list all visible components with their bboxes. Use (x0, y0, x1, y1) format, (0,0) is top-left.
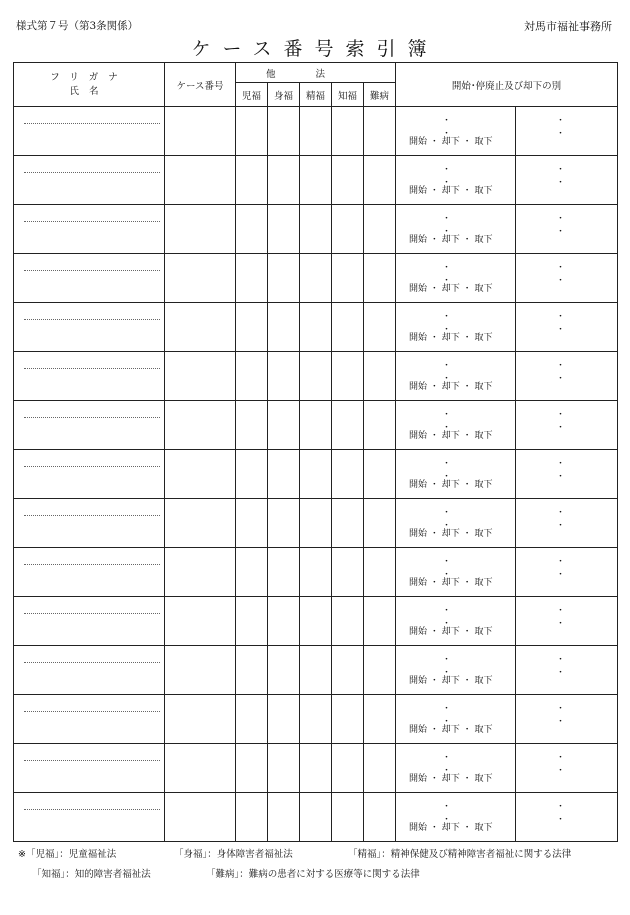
other-law-cell[interactable] (268, 793, 300, 842)
name-cell[interactable] (14, 744, 165, 793)
other-law-cell[interactable] (236, 352, 268, 401)
date-cell[interactable] (516, 695, 618, 744)
office-name: 対馬市福祉事務所 (524, 20, 612, 33)
other-law-cell[interactable] (364, 597, 396, 646)
table-row (14, 548, 618, 597)
table-row (14, 303, 618, 352)
date-cell[interactable] (516, 254, 618, 303)
status-cell[interactable] (396, 401, 516, 450)
other-law-cell[interactable] (332, 254, 364, 303)
other-law-cell[interactable] (236, 793, 268, 842)
table-row (14, 695, 618, 744)
date-dots: ・ ・ (556, 165, 592, 188)
other-law-cell[interactable] (268, 695, 300, 744)
table-row (14, 646, 618, 695)
date-dots: ・ ・ (442, 116, 478, 139)
page-title: ケース番号索引簿 (191, 38, 439, 60)
other-law-cell[interactable] (332, 352, 364, 401)
status-cell[interactable] (396, 205, 516, 254)
name-cell[interactable] (14, 597, 165, 646)
status-options: 開始 ・ 却下 ・ 取下 (409, 382, 493, 392)
date-dots: ・ ・ (442, 704, 478, 727)
table-row (14, 352, 618, 401)
name-cell[interactable] (14, 401, 165, 450)
date-dots: ・ ・ (556, 655, 592, 678)
other-law-cell[interactable] (300, 156, 332, 205)
other-law-cell[interactable] (364, 156, 396, 205)
other-law-cell[interactable] (332, 205, 364, 254)
other-law-cell[interactable] (236, 499, 268, 548)
date-dots: ・ ・ (556, 116, 592, 139)
date-dots: ・ ・ (442, 361, 478, 384)
date-dots: ・ ・ (556, 263, 592, 286)
other-law-cell[interactable] (364, 646, 396, 695)
furigana-line (24, 123, 160, 124)
furigana-line (24, 564, 160, 565)
other-law-cell[interactable] (268, 205, 300, 254)
other-law-cell[interactable] (268, 744, 300, 793)
table-row (14, 793, 618, 842)
status-options: 開始 ・ 却下 ・ 取下 (409, 725, 493, 735)
status-options: 開始 ・ 却下 ・ 取下 (409, 186, 493, 196)
table-row (14, 254, 618, 303)
case-number-cell[interactable] (165, 646, 236, 695)
date-dots: ・ ・ (556, 410, 592, 433)
status-cell[interactable] (396, 646, 516, 695)
date-cell[interactable] (516, 646, 618, 695)
other-law-cell[interactable] (236, 205, 268, 254)
date-cell[interactable] (516, 107, 618, 156)
other-law-cell[interactable] (300, 254, 332, 303)
date-dots: ・ ・ (442, 410, 478, 433)
date-dots: ・ ・ (442, 165, 478, 188)
date-cell[interactable] (516, 401, 618, 450)
status-options: 開始 ・ 却下 ・ 取下 (409, 529, 493, 539)
other-law-cell[interactable] (268, 303, 300, 352)
other-law-cell[interactable] (332, 744, 364, 793)
date-dots: ・ ・ (442, 263, 478, 286)
other-law-cell[interactable] (236, 303, 268, 352)
law-header-shinfuku: 身福 (268, 83, 300, 107)
other-law-cell[interactable] (236, 254, 268, 303)
other-law-cell[interactable] (364, 254, 396, 303)
other-law-cell[interactable] (364, 450, 396, 499)
name-cell[interactable] (14, 205, 165, 254)
other-law-cell[interactable] (300, 450, 332, 499)
date-dots: ・ ・ (556, 606, 592, 629)
other-law-cell[interactable] (236, 548, 268, 597)
other-law-header: 他法 (236, 63, 396, 83)
table-row (14, 107, 618, 156)
case-number-cell[interactable] (165, 401, 236, 450)
status-cell[interactable] (396, 548, 516, 597)
case-number-cell[interactable] (165, 303, 236, 352)
case-number-cell[interactable] (165, 156, 236, 205)
other-law-cell[interactable] (300, 352, 332, 401)
other-law-cell[interactable] (268, 107, 300, 156)
other-law-cell[interactable] (300, 744, 332, 793)
other-law-cell[interactable] (332, 646, 364, 695)
other-law-cell[interactable] (300, 107, 332, 156)
status-cell[interactable] (396, 107, 516, 156)
furigana-line (24, 270, 160, 271)
other-law-cell[interactable] (364, 499, 396, 548)
status-options: 開始 ・ 却下 ・ 取下 (409, 774, 493, 784)
other-law-cell[interactable] (364, 793, 396, 842)
table-row (14, 499, 618, 548)
other-law-cell[interactable] (364, 205, 396, 254)
name-cell[interactable] (14, 548, 165, 597)
furigana-line (24, 319, 160, 320)
furigana-line (24, 711, 160, 712)
table-row (14, 205, 618, 254)
case-number-cell[interactable] (165, 107, 236, 156)
other-law-cell[interactable] (332, 107, 364, 156)
furigana-label: フリガナ (50, 71, 128, 83)
date-cell[interactable] (516, 548, 618, 597)
status-options: 開始 ・ 却下 ・ 取下 (409, 627, 493, 637)
case-number-cell[interactable] (165, 695, 236, 744)
other-law-cell[interactable] (300, 548, 332, 597)
status-cell[interactable] (396, 156, 516, 205)
other-law-cell[interactable] (268, 401, 300, 450)
other-law-cell[interactable] (300, 205, 332, 254)
name-cell[interactable] (14, 646, 165, 695)
status-header: 開始･停廃止及び却下の別 (396, 63, 618, 107)
date-cell[interactable] (516, 450, 618, 499)
furigana-line (24, 613, 160, 614)
other-law-cell[interactable] (268, 156, 300, 205)
status-cell[interactable] (396, 744, 516, 793)
table-row (14, 156, 618, 205)
other-law-cell[interactable] (332, 597, 364, 646)
other-law-cell[interactable] (236, 695, 268, 744)
date-dots: ・ ・ (442, 802, 478, 825)
status-options: 開始 ・ 却下 ・ 取下 (409, 137, 493, 147)
status-options: 開始 ・ 却下 ・ 取下 (409, 578, 493, 588)
name-cell[interactable] (14, 156, 165, 205)
status-cell[interactable] (396, 254, 516, 303)
status-cell[interactable] (396, 450, 516, 499)
date-cell[interactable] (516, 597, 618, 646)
case-number-cell[interactable] (165, 450, 236, 499)
status-options: 開始 ・ 却下 ・ 取下 (409, 431, 493, 441)
other-law-cell[interactable] (236, 597, 268, 646)
status-options: 開始 ・ 却下 ・ 取下 (409, 676, 493, 686)
status-cell[interactable] (396, 597, 516, 646)
date-dots: ・ ・ (442, 557, 478, 580)
date-dots: ・ ・ (556, 361, 592, 384)
case-number-cell[interactable] (165, 205, 236, 254)
case-number-cell[interactable] (165, 548, 236, 597)
date-dots: ・ ・ (556, 557, 592, 580)
other-law-cell[interactable] (236, 450, 268, 499)
name-cell[interactable] (14, 450, 165, 499)
footnote-seifuku: 「精福」：精神保健及び精神障害者福祉に関する法律 (348, 849, 572, 860)
date-cell[interactable] (516, 205, 618, 254)
furigana-line (24, 417, 160, 418)
case-number-cell[interactable] (165, 744, 236, 793)
name-cell[interactable] (14, 499, 165, 548)
status-options: 開始 ・ 却下 ・ 取下 (409, 823, 493, 833)
case-number-cell[interactable] (165, 597, 236, 646)
law-header-nanbyo: 難病 (364, 83, 396, 107)
name-cell[interactable] (14, 352, 165, 401)
date-dots: ・ ・ (556, 312, 592, 335)
other-law-cell[interactable] (236, 401, 268, 450)
footnote-shinfuku: 「身福」：身体障害者福祉法 (174, 849, 293, 860)
other-law-cell[interactable] (236, 744, 268, 793)
table-row (14, 401, 618, 450)
other-law-cell[interactable] (268, 646, 300, 695)
other-law-cell[interactable] (332, 499, 364, 548)
furigana-line (24, 368, 160, 369)
footnote-nanbyo: 「難病」：難病の患者に対する医療等に関する法律 (206, 869, 420, 880)
other-law-cell[interactable] (268, 254, 300, 303)
date-dots: ・ ・ (556, 753, 592, 776)
status-cell[interactable] (396, 352, 516, 401)
furigana-line (24, 515, 160, 516)
other-law-cell[interactable] (300, 646, 332, 695)
other-law-cell[interactable] (332, 303, 364, 352)
other-law-cell[interactable] (300, 695, 332, 744)
date-cell[interactable] (516, 793, 618, 842)
date-dots: ・ ・ (442, 753, 478, 776)
date-dots: ・ ・ (556, 459, 592, 482)
other-law-cell[interactable] (268, 548, 300, 597)
date-cell[interactable] (516, 156, 618, 205)
law-header-seifuku: 精福 (300, 83, 332, 107)
date-dots: ・ ・ (556, 214, 592, 237)
furigana-line (24, 172, 160, 173)
status-options: 開始 ・ 却下 ・ 取下 (409, 284, 493, 294)
status-cell[interactable] (396, 499, 516, 548)
furigana-line (24, 662, 160, 663)
other-law-cell[interactable] (364, 744, 396, 793)
footnote-jifuku: ※「児福」：児童福祉法 (18, 849, 117, 860)
other-law-cell[interactable] (236, 646, 268, 695)
other-law-cell[interactable] (332, 450, 364, 499)
law-header-chifuku: 知福 (332, 83, 364, 107)
other-law-cell[interactable] (268, 597, 300, 646)
status-options: 開始 ・ 却下 ・ 取下 (409, 333, 493, 343)
other-law-cell[interactable] (268, 352, 300, 401)
other-law-cell[interactable] (300, 499, 332, 548)
other-law-cell[interactable] (332, 695, 364, 744)
status-cell[interactable] (396, 303, 516, 352)
case-number-cell[interactable] (165, 352, 236, 401)
status-options: 開始 ・ 却下 ・ 取下 (409, 480, 493, 490)
date-dots: ・ ・ (556, 802, 592, 825)
case-number-cell[interactable] (165, 793, 236, 842)
furigana-line (24, 760, 160, 761)
other-law-cell[interactable] (364, 695, 396, 744)
other-law-cell[interactable] (300, 597, 332, 646)
furigana-line (24, 809, 160, 810)
furigana-line (24, 221, 160, 222)
other-law-cell[interactable] (364, 303, 396, 352)
other-law-cell[interactable] (300, 401, 332, 450)
date-dots: ・ ・ (556, 704, 592, 727)
other-law-cell[interactable] (332, 793, 364, 842)
date-cell[interactable] (516, 499, 618, 548)
name-cell[interactable] (14, 793, 165, 842)
case-number-cell[interactable] (165, 499, 236, 548)
date-cell[interactable] (516, 744, 618, 793)
date-dots: ・ ・ (442, 508, 478, 531)
date-dots: ・ ・ (442, 459, 478, 482)
name-label: 氏名 (69, 85, 109, 97)
name-cell[interactable] (14, 303, 165, 352)
date-dots: ・ ・ (442, 655, 478, 678)
table-row (14, 744, 618, 793)
case-number-cell[interactable] (165, 254, 236, 303)
name-column-header (14, 63, 165, 107)
furigana-line (24, 466, 160, 467)
date-dots: ・ ・ (442, 214, 478, 237)
table-row (14, 450, 618, 499)
other-law-cell[interactable] (300, 303, 332, 352)
other-law-cell[interactable] (332, 548, 364, 597)
other-law-cell[interactable] (332, 156, 364, 205)
footnote-chifuku: 「知福」：知的障害者福祉法 (32, 869, 151, 880)
date-dots: ・ ・ (556, 508, 592, 531)
case-index-table (13, 62, 618, 842)
status-options: 開始 ・ 却下 ・ 取下 (409, 235, 493, 245)
date-cell[interactable] (516, 352, 618, 401)
form-number: 様式第７号（第3条関係） (16, 20, 139, 32)
other-law-cell[interactable] (236, 156, 268, 205)
date-cell[interactable] (516, 303, 618, 352)
other-law-cell[interactable] (364, 107, 396, 156)
date-dots: ・ ・ (442, 606, 478, 629)
other-law-cell[interactable] (236, 107, 268, 156)
name-cell[interactable] (14, 695, 165, 744)
table-row (14, 597, 618, 646)
status-cell[interactable] (396, 695, 516, 744)
date-dots: ・ ・ (442, 312, 478, 335)
name-cell[interactable] (14, 107, 165, 156)
other-law-cell[interactable] (332, 401, 364, 450)
other-law-cell[interactable] (364, 401, 396, 450)
law-header-jifuku: 児福 (236, 83, 268, 107)
other-law-cell[interactable] (364, 352, 396, 401)
other-law-cell[interactable] (300, 793, 332, 842)
other-law-cell[interactable] (268, 499, 300, 548)
status-cell[interactable] (396, 793, 516, 842)
other-law-cell[interactable] (268, 450, 300, 499)
other-law-cell[interactable] (364, 548, 396, 597)
name-cell[interactable] (14, 254, 165, 303)
case-number-header: ケース番号 (165, 63, 236, 107)
